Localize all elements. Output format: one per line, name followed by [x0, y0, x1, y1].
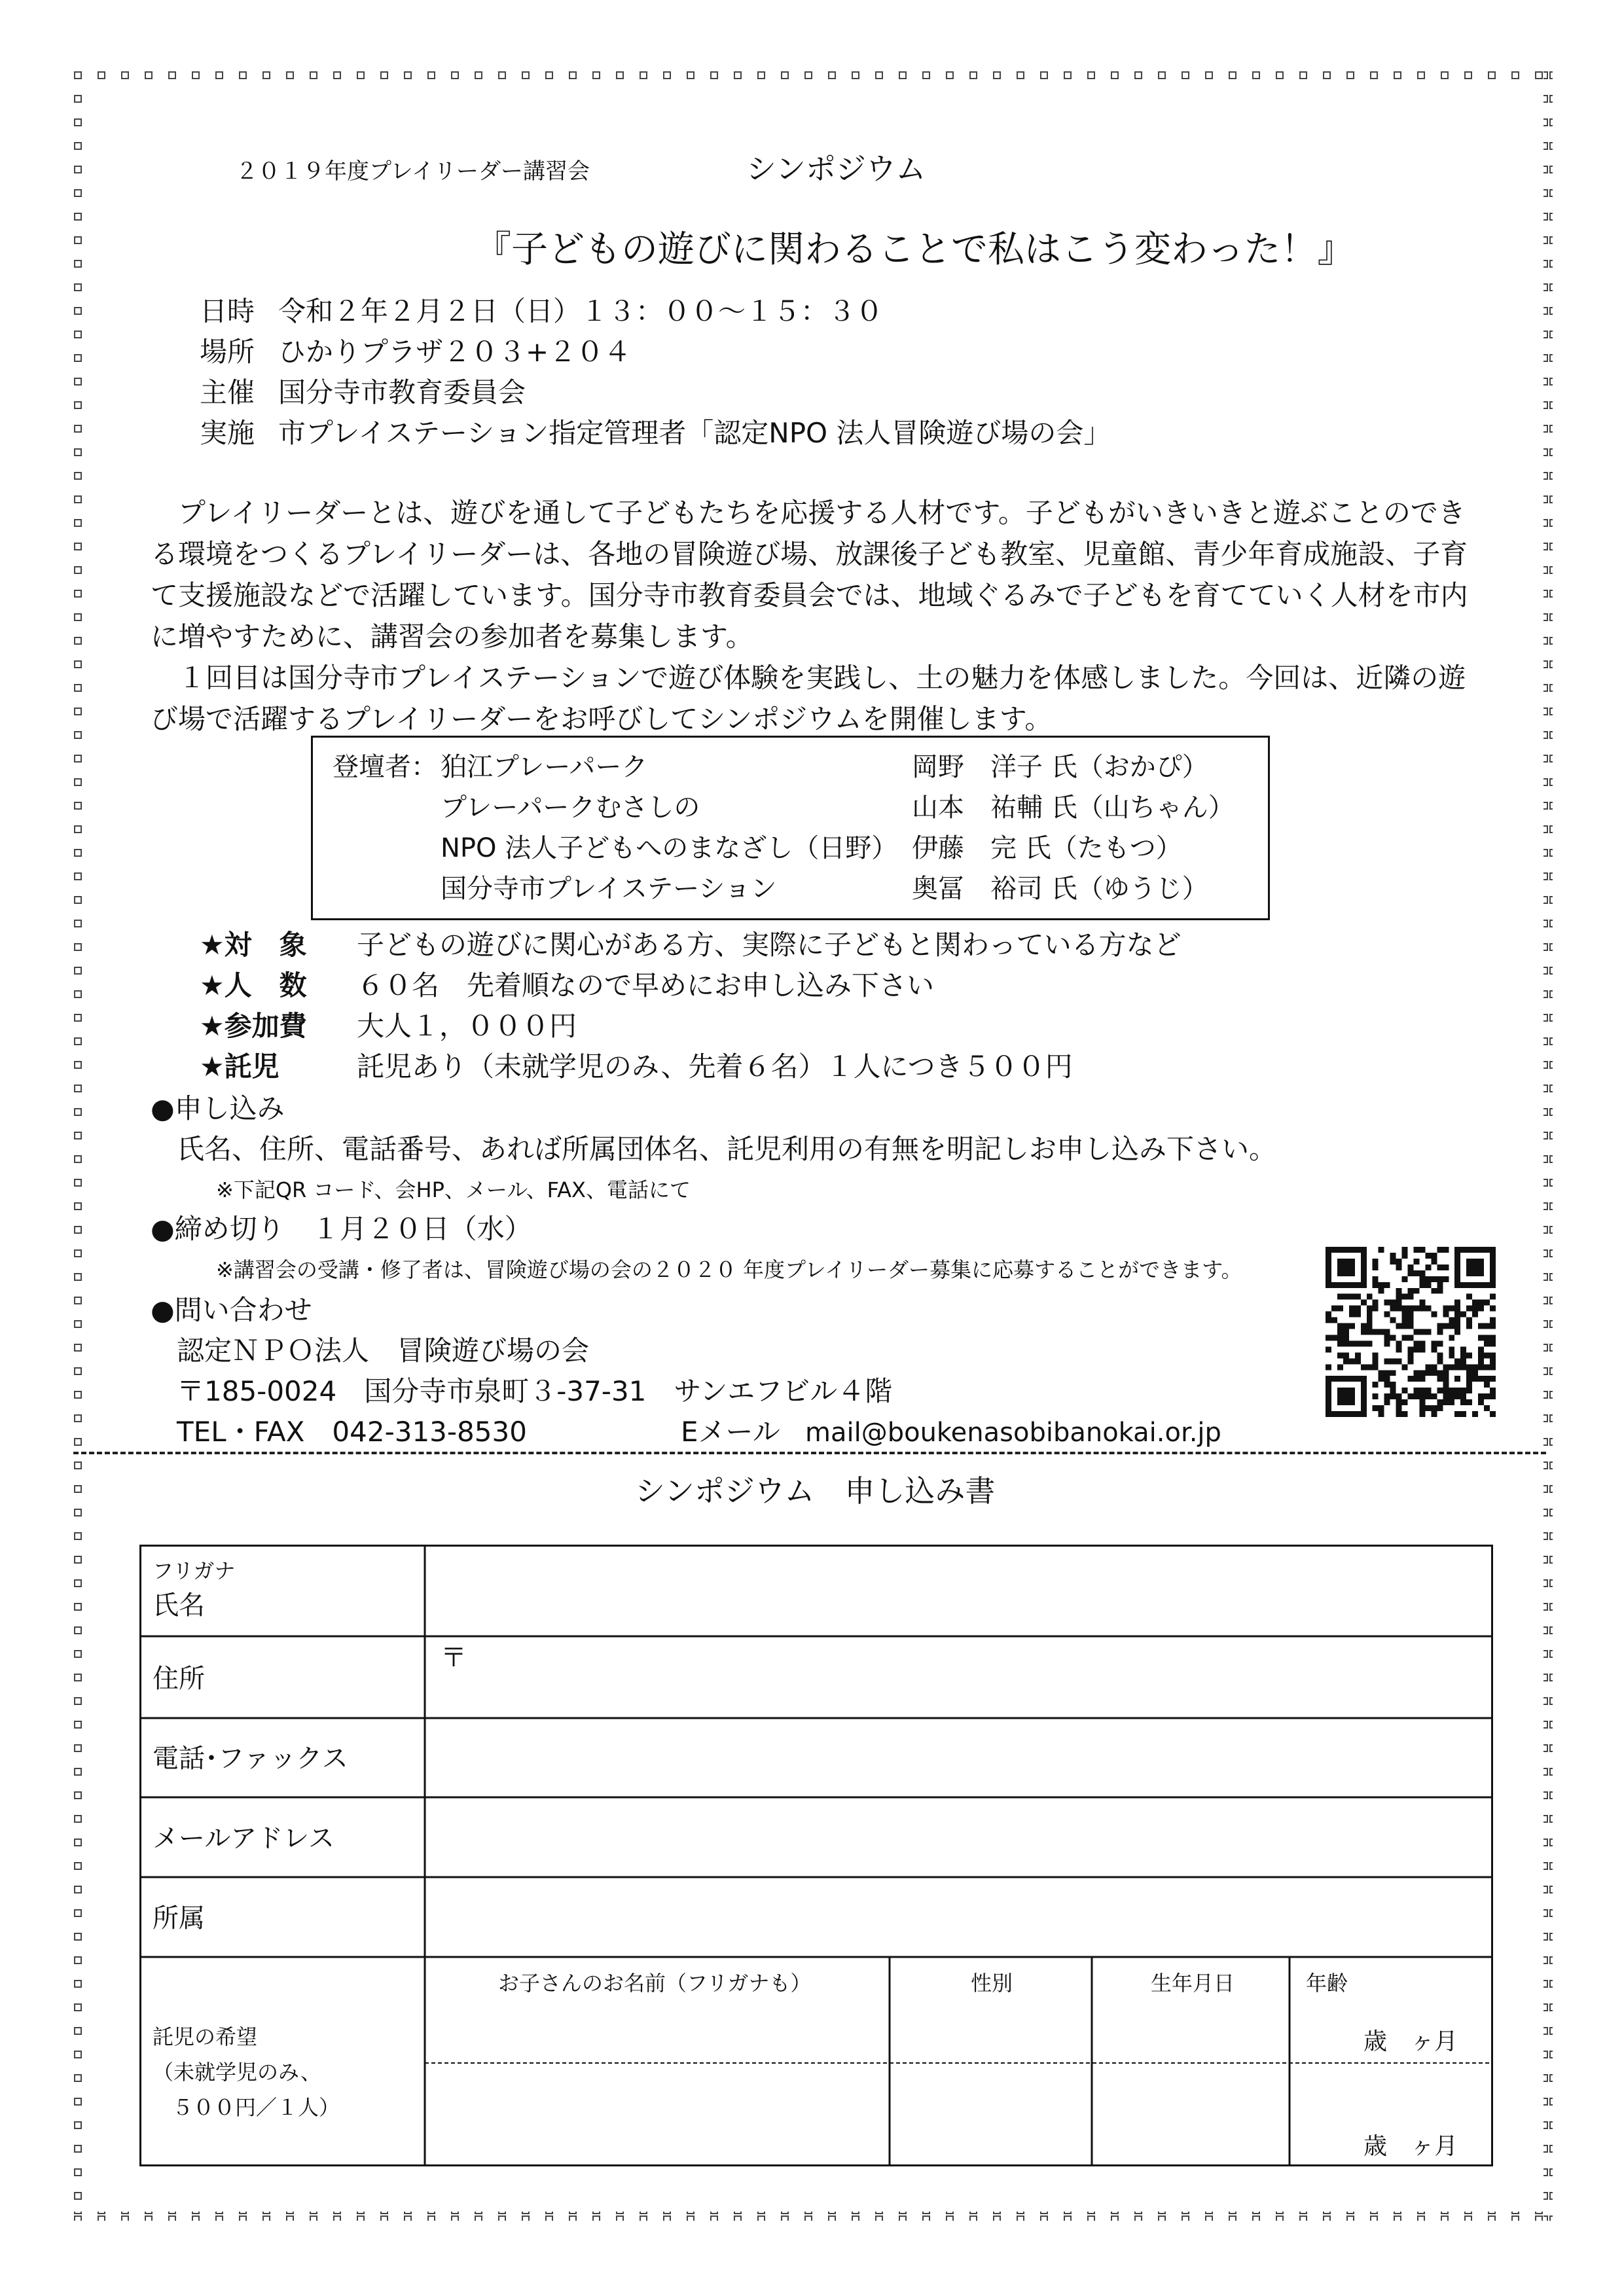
contact-email-link[interactable]: mail@boukenasobibanokai.or.jp: [805, 1418, 1221, 1448]
age-unit-row-2: 歳 ヶ月: [1363, 2133, 1458, 2160]
condition-label: ★託児: [200, 1050, 280, 1083]
detail-value: 市プレイステーション指定管理者「認定NPO 法人冒険遊び場の会」: [278, 417, 1111, 449]
affiliation-label: 所属: [153, 1903, 205, 1933]
intro-paragraph-2: １回目は国分寺市プレイステーションで遊び体験を実践し、土の魅力を体感しました。今回は、近隣の遊び場で活躍するプレイリーダーをお呼びしてシンポジウムを開催します。: [151, 662, 1466, 735]
address-field[interactable]: [427, 1638, 1490, 1717]
age-unit-row-1: 歳 ヶ月: [1363, 2028, 1458, 2055]
email-field[interactable]: [427, 1799, 1490, 1876]
detail-label: 主催: [200, 376, 255, 408]
contact-email-label: Eメール: [681, 1416, 780, 1448]
condition-target: [200, 928, 1182, 962]
child-name-field-2[interactable]: [427, 2065, 888, 2164]
contact-heading: ●問い合わせ: [151, 1294, 312, 1326]
detail-operator: [200, 416, 1111, 450]
event-series: ２０１９年度プレイリーダー講習会: [236, 158, 590, 185]
col-child-name: お子さんのお名前（フリガナも）: [498, 1971, 812, 1996]
detail-value: 国分寺市教育委員会: [278, 376, 526, 408]
child-name-field-1[interactable]: [427, 2003, 888, 2062]
speaker-org: NPO 法人子どもへのまなざし（日野）: [441, 833, 898, 863]
detail-datetime: [200, 295, 883, 329]
condition-value: 子どもの遊びに関心がある方、実際に子どもと関わっている方など: [357, 929, 1182, 961]
col-gender: 性別: [971, 1971, 1013, 1996]
form-title: シンポジウム 申し込み書: [635, 1473, 996, 1509]
cut-line: [73, 1452, 1546, 1454]
condition-label: ★人 数: [200, 969, 307, 1001]
child-birthdate-field-1[interactable]: [1094, 2003, 1288, 2062]
col-age: 年齢: [1306, 1971, 1348, 1996]
application-heading: ●申し込み: [151, 1092, 285, 1124]
detail-organizer: [200, 376, 526, 410]
condition-capacity: [200, 969, 934, 1003]
detail-value: ひかりプラザ２０３+２０４: [278, 336, 632, 368]
childcare-fee: ５００円／１人）: [172, 2095, 340, 2120]
contact-org: 認定ＮＰＯ法人 冒険遊び場の会: [177, 1335, 590, 1367]
speaker-org: 国分寺市プレイステーション: [441, 874, 777, 904]
child-gender-field-2[interactable]: [892, 2065, 1091, 2164]
application-form: [139, 1545, 1493, 2166]
qr-code-icon[interactable]: [1326, 1247, 1496, 1417]
condition-value: 大人１，０００円: [357, 1010, 577, 1042]
speaker-name: 山本 祐輔 氏（山ちゃん）: [912, 793, 1235, 823]
furigana-label: フリガナ: [153, 1558, 236, 1583]
speaker-org: 狛江プレーパーク: [441, 752, 648, 782]
condition-label: ★対 象: [200, 929, 307, 961]
email-label: メールアドレス: [153, 1823, 334, 1854]
child-birthdate-field-2[interactable]: [1094, 2065, 1288, 2164]
affiliation-field[interactable]: [427, 1879, 1490, 1956]
deadline-note: ※講習会の受講・修了者は、冒険遊び場の会の２０２０ 年度プレイリーダー募集に応募することができます。: [216, 1257, 1242, 1282]
childcare-label: 託児の希望: [153, 2024, 258, 2049]
speaker-name: 岡野 洋子 氏（おかぴ）: [912, 752, 1208, 782]
detail-label: 場所: [200, 336, 255, 368]
speaker-name: 伊藤 完 氏（たもつ）: [912, 833, 1182, 863]
child-gender-field-1[interactable]: [892, 2003, 1091, 2062]
contact-address: 〒185-0024 国分寺市泉町３-37-31 サンエフビル４階: [177, 1375, 893, 1407]
deadline-heading: ●締め切り １月２０日（水）: [151, 1213, 532, 1245]
address-label: 住所: [153, 1664, 205, 1694]
speakers-label: 登壇者：: [333, 752, 437, 782]
speaker-org: プレーパークむさしの: [441, 793, 700, 823]
application-note: ※下記QR コード、会HP、メール、FAX、電話にて: [216, 1177, 691, 1202]
event-type: シンポジウム: [746, 151, 926, 187]
application-text: 氏名、住所、電話番号、あれば所属団体名、託児利用の有無を明記しお申し込み下さい。: [177, 1133, 1277, 1165]
intro-text: [151, 492, 1492, 740]
speaker-name: 奥冨 裕司 氏（ゆうじ）: [912, 874, 1208, 904]
page-title: 『子どもの遊びに関わることで私はこう変わった！』: [475, 228, 1354, 271]
detail-venue: [200, 335, 631, 369]
speakers-box: [311, 736, 1270, 920]
condition-fee: [200, 1009, 577, 1043]
name-field[interactable]: [427, 1547, 1490, 1635]
condition-value: 託児あり（未就学児のみ、先着６名）１人につき５００円: [357, 1050, 1073, 1083]
detail-label: 実施: [200, 417, 255, 449]
contact-tel-fax: TEL・FAX 042-313-8530: [177, 1416, 527, 1448]
name-label: 氏名: [153, 1590, 205, 1621]
detail-label: 日時: [200, 295, 255, 327]
col-birthdate: 生年月日: [1151, 1971, 1235, 1996]
intro-paragraph-1: プレイリーダーとは、遊びを通して子どもたちを応援する人材です。子どもがいきいきと遊ぶことのできる環境をつくるプレイリーダーは、各地の冒険遊び場、放課後子ども教室、児童館、青少年育成施設、子育て支援施設などで活躍しています。国分寺市教育委員会では、地域ぐるみで子どもを育てていく人材を市内に増やすために、講習会の参加者を募集します。: [151, 497, 1468, 653]
phone-label: 電話･ファックス: [153, 1744, 348, 1774]
condition-childcare: [200, 1050, 1073, 1084]
postal-mark: 〒: [441, 1643, 467, 1673]
condition-label: ★参加費: [200, 1010, 307, 1042]
detail-value: 令和２年２月２日（日）１３：００～１５：３０: [278, 295, 884, 327]
childcare-note: （未就学児のみ、: [153, 2060, 321, 2085]
condition-value: ６０名 先着順なので早めにお申し込み下さい: [357, 969, 935, 1001]
phone-field[interactable]: [427, 1720, 1490, 1796]
